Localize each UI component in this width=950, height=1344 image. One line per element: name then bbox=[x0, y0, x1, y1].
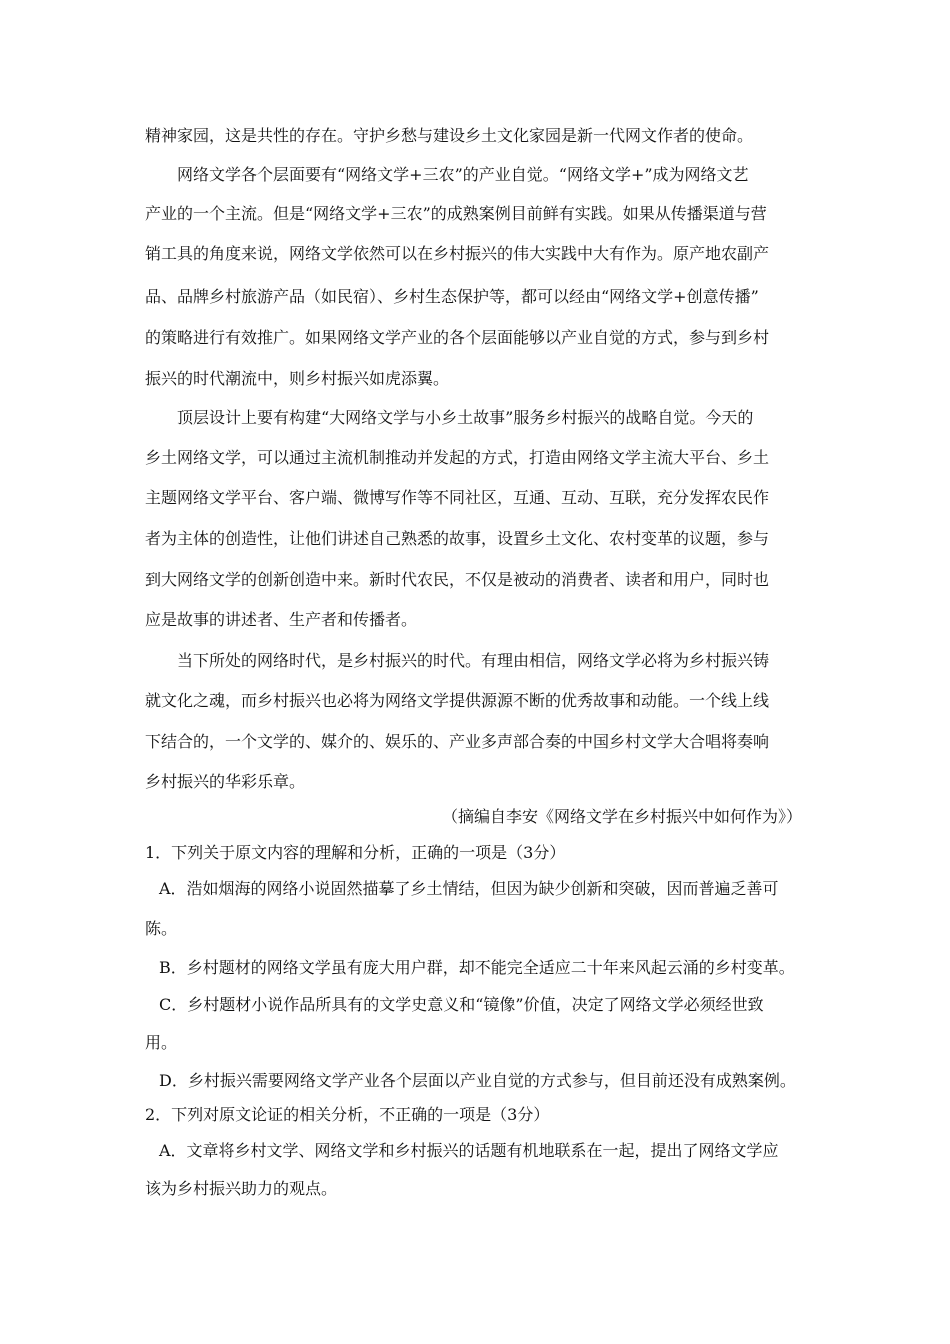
option-b: B．乡村题材的网络文学虽有庞大用户群，却不能完全适应二十年来风起云涌的乡村变革。 bbox=[159, 958, 795, 977]
question-stem: 1．下列关于原文内容的理解和分析，正确的一项是（3分） bbox=[145, 843, 566, 862]
passage-text: 主题网络文学平台、客户端、微博写作等不同社区，互通、互动、互联，充分发挥农民作 bbox=[145, 488, 770, 507]
passage-line bbox=[0, 160, 950, 190]
passage-text: 振兴的时代潮流中，则乡村振兴如虎添翼。 bbox=[145, 369, 450, 388]
passage-text: 应是故事的讲述者、生产者和传播者。 bbox=[145, 610, 418, 629]
passage-line bbox=[0, 605, 950, 635]
question-stem-line bbox=[0, 1100, 950, 1130]
passage-text: 的策略进行有效推广。如果网络文学产业的各个层面能够以产业自觉的方式，参与到乡村 bbox=[145, 328, 770, 347]
passage-line bbox=[0, 282, 950, 312]
passage-line bbox=[0, 686, 950, 716]
passage-text: 乡土网络文学，可以通过主流机制推动并发起的方式，打造由网络文学主流大平台、乡土 bbox=[145, 448, 770, 467]
passage-text: 乡村振兴的华彩乐章。 bbox=[145, 772, 306, 791]
option-a: A．文章将乡村文学、网络文学和乡村振兴的话题有机地联系在一起，提出了网络文学应 bbox=[159, 1141, 779, 1160]
option-c: C．乡村题材小说作品所具有的文学史意义和“镜像”价值，决定了网络文学必须经世致 bbox=[159, 995, 764, 1014]
option-line bbox=[0, 874, 950, 904]
passage-text: 顶层设计上要有构建“大网络文学与小乡土故事”服务乡村振兴的战略自觉。今天的 bbox=[177, 408, 754, 427]
passage-text: 当下所处的网络时代，是乡村振兴的时代。有理由相信，网络文学必将为乡村振兴铸 bbox=[177, 651, 770, 670]
passage-line bbox=[0, 403, 950, 433]
option-line bbox=[0, 990, 950, 1020]
passage-line bbox=[0, 323, 950, 353]
option-d: D．乡村振兴需要网络文学产业各个层面以产业自觉的方式参与，但目前还没有成熟案例。 bbox=[159, 1071, 796, 1090]
question-stem: 2．下列对原文论证的相关分析，不正确的一项是（3分） bbox=[145, 1105, 550, 1124]
source-citation: （摘编自李安《网络文学在乡村振兴中如何作为》） bbox=[441, 807, 802, 826]
passage-text: 品、品牌乡村旅游产品（如民宿）、乡村生态保护等，都可以经由“网络文学+创意传播” bbox=[145, 287, 759, 306]
option-c-continued: 用。 bbox=[145, 1033, 178, 1052]
passage-line bbox=[0, 364, 950, 394]
passage-line bbox=[0, 727, 950, 757]
passage-line bbox=[0, 483, 950, 513]
option-line bbox=[0, 953, 950, 983]
passage-text: 销工具的角度来说，网络文学依然可以在乡村振兴的伟大实践中大有作为。原产地农副产 bbox=[145, 244, 770, 263]
option-line bbox=[0, 1136, 950, 1166]
passage-text: 下结合的，一个文学的、媒介的、娱乐的、产业多声部合奏的中国乡村文学大合唱将奏响 bbox=[145, 732, 770, 751]
option-line bbox=[0, 914, 950, 944]
option-line bbox=[0, 1028, 950, 1058]
passage-text: 到大网络文学的创新创造中来。新时代农民，不仅是被动的消费者、读者和用户，同时也 bbox=[145, 570, 770, 589]
passage-line bbox=[0, 565, 950, 595]
source-citation-line bbox=[0, 802, 950, 832]
passage-line bbox=[0, 443, 950, 473]
passage-line bbox=[0, 199, 950, 229]
passage-line bbox=[0, 524, 950, 554]
passage-line bbox=[0, 767, 950, 797]
option-a-continued: 陈。 bbox=[145, 919, 178, 938]
option-line bbox=[0, 1066, 950, 1096]
option-a-continued: 该为乡村振兴助力的观点。 bbox=[145, 1179, 338, 1198]
passage-text: 精神家园，这是共性的存在。守护乡愁与建设乡土文化家园是新一代网文作者的使命。 bbox=[145, 126, 754, 145]
option-line bbox=[0, 1174, 950, 1204]
passage-line bbox=[0, 239, 950, 269]
passage-text: 产业的一个主流。但是“网络文学+三农”的成熟案例目前鲜有实践。如果从传播渠道与营 bbox=[145, 204, 767, 223]
passage-line bbox=[0, 646, 950, 676]
passage-text: 网络文学各个层面要有“网络文学+三农”的产业自觉。“网络文学+”成为网络文艺 bbox=[177, 165, 749, 184]
question-stem-line bbox=[0, 838, 950, 868]
option-a: A．浩如烟海的网络小说固然描摹了乡土情结，但因为缺少创新和突破，因而普遍乏善可 bbox=[159, 879, 779, 898]
passage-text: 就文化之魂，而乡村振兴也必将为网络文学提供源源不断的优秀故事和动能。一个线上线 bbox=[145, 691, 770, 710]
passage-text: 者为主体的创造性，让他们讲述自己熟悉的故事，设置乡土文化、农村变革的议题，参与 bbox=[145, 529, 770, 548]
passage-line bbox=[0, 121, 950, 151]
